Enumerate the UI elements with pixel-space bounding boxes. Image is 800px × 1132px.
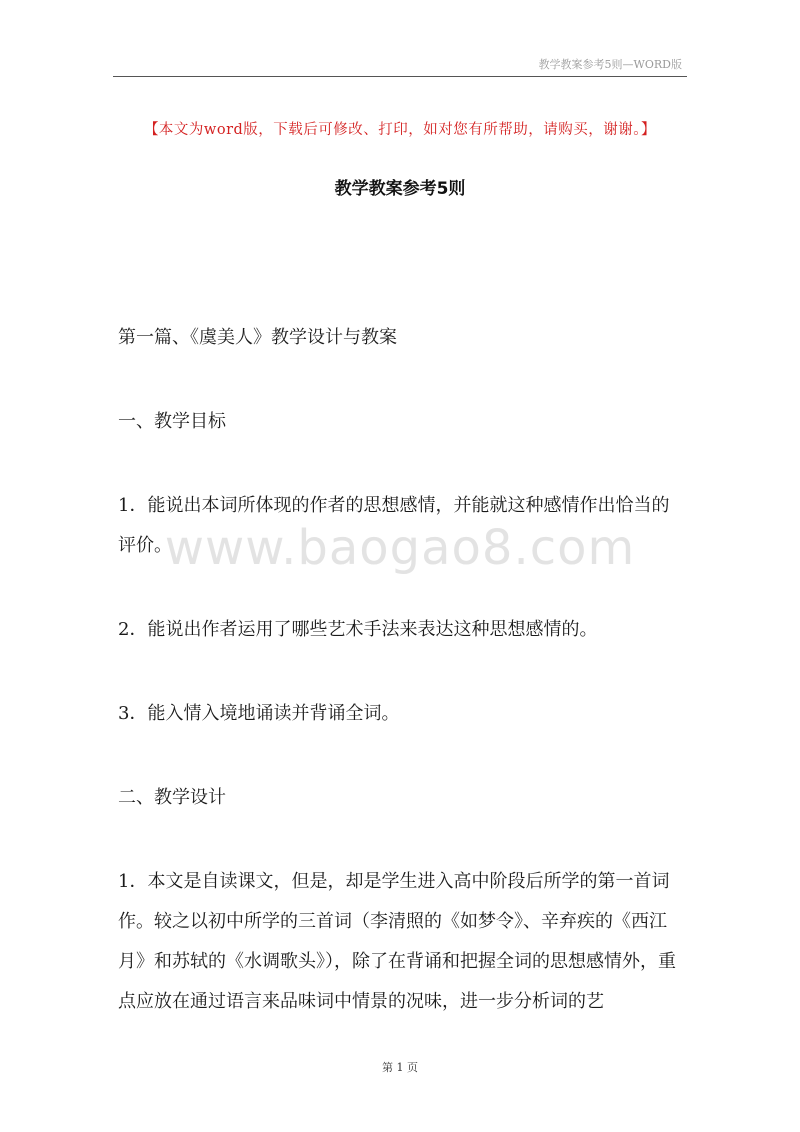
design-item-1: 1．本文是自读课文，但是，却是学生进入高中阶段后所学的第一首词作。较之以初中所学的三首词（李清照的《如梦令》、辛弃疾的《西江月》和苏轼的《水调歌头》），除了在背诵和把握全词的思想感情外，重点应放在通过语言来品味词中情景的况味，进一步分析词的艺: [118, 871, 676, 1012]
download-notice: 【本文为word版，下载后可修改、打印，如对您有所帮助，请购买，谢谢。】: [143, 122, 657, 138]
watermark: www.baogao8.com: [164, 520, 636, 576]
design-heading: 二、教学设计: [118, 787, 226, 808]
part-title: 第一篇、《虞美人》教学设计与教案: [118, 327, 397, 348]
goal-item-2: 2．能说出作者运用了哪些艺术手法来表达这种思想感情的。: [118, 619, 598, 640]
page-number: 第 1 页: [382, 1061, 418, 1074]
document-body: [118, 318, 685, 1022]
goal-item-3: 3．能入情入境地诵读并背诵全词。: [118, 703, 400, 724]
goals-heading: 一、教学目标: [118, 411, 226, 432]
goal-item-1: 1．能说出本词所体现的作者的思想感情，并能就这种感情作出恰当的评价。: [118, 495, 670, 556]
running-header: 教学教案参考5则—WORD版: [538, 58, 682, 71]
header-divider: [113, 76, 687, 77]
document-title: 教学教案参考5则: [334, 179, 466, 199]
